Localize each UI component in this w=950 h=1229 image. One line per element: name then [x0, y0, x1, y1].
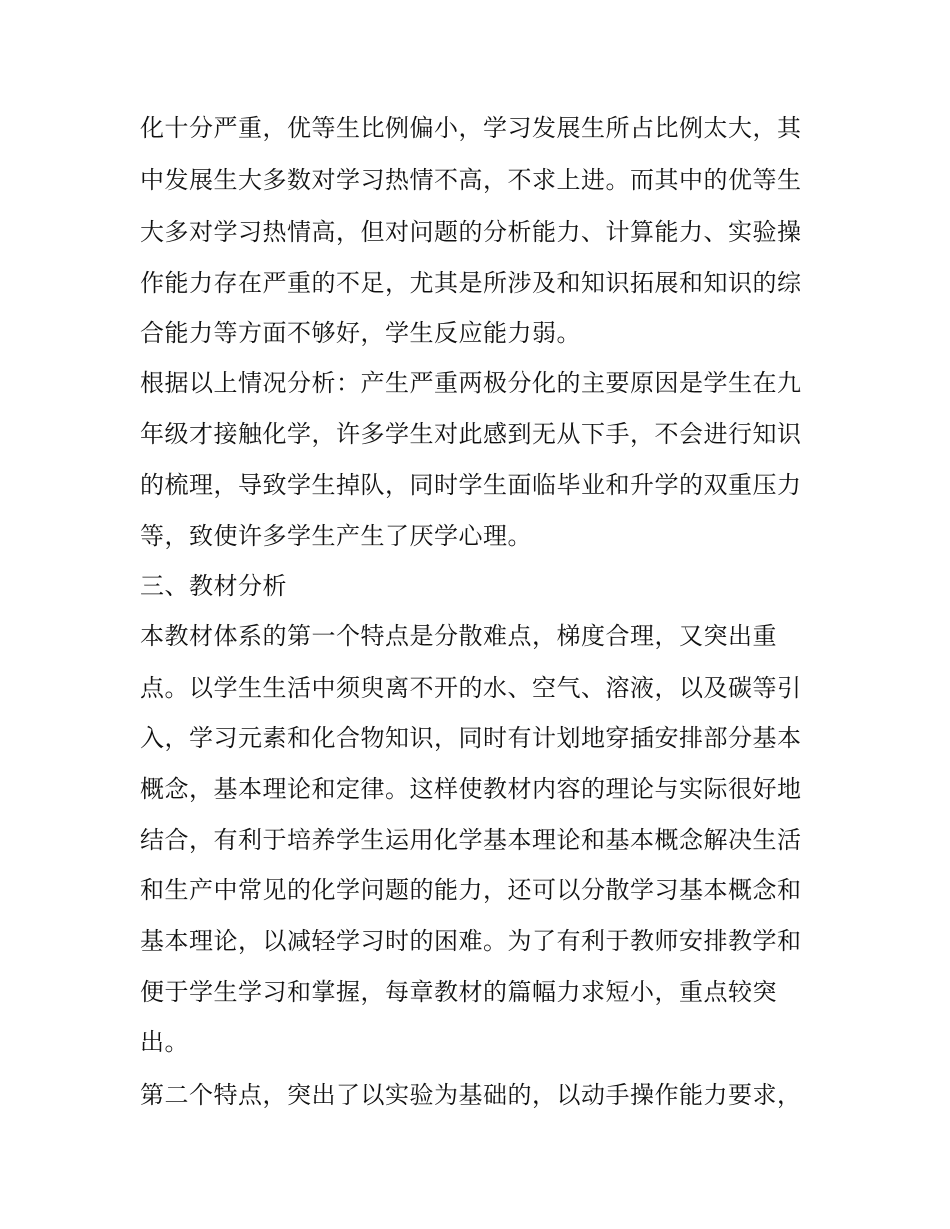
section-heading: 三、教材分析 — [140, 572, 287, 600]
text-line: 根据以上情况分析：产生严重两极分化的主要原因是学生在九 — [140, 369, 802, 397]
text-line: 基本理论，以减轻学习时的困难。为了有利于教师安排教学和 — [140, 927, 802, 955]
text-line: 的梳理，导致学生掉队，同时学生面临毕业和升学的双重压力 — [140, 471, 802, 499]
text-line: 和生产中常见的化学问题的能力，还可以分散学习基本概念和 — [140, 876, 802, 904]
text-line: 点。以学生生活中须臾离不开的水、空气、溶液，以及碳等引 — [140, 674, 802, 702]
text-line: 大多对学习热情高，但对问题的分析能力、计算能力、实验操 — [140, 218, 802, 246]
text-line: 合能力等方面不够好，学生反应能力弱。 — [140, 319, 581, 347]
text-line: 入，学习元素和化合物知识，同时有计划地穿插安排部分基本 — [140, 724, 802, 752]
text-line: 出。 — [140, 1028, 189, 1056]
text-line: 概念，基本理论和定律。这样使教材内容的理论与实际很好地 — [140, 775, 802, 803]
text-line: 等，致使许多学生产生了厌学心理。 — [140, 522, 532, 550]
text-line: 本教材体系的第一个特点是分散难点，梯度合理，又突出重 — [140, 622, 777, 650]
text-line: 作能力存在严重的不足，尤其是所涉及和知识拓展和知识的综 — [140, 269, 802, 297]
text-line: 年级才接触化学，许多学生对此感到无从下手，不会进行知识 — [140, 420, 802, 448]
text-line: 第二个特点，突出了以实验为基础的，以动手操作能力要求， — [140, 1081, 802, 1109]
text-line: 中发展生大多数对学习热情不高，不求上进。而其中的优等生 — [140, 166, 802, 194]
text-line: 化十分严重，优等生比例偏小，学习发展生所占比例太大，其 — [140, 114, 802, 142]
text-line: 结合，有利于培养学生运用化学基本理论和基本概念解决生活 — [140, 826, 802, 854]
text-line: 便于学生学习和掌握，每章教材的篇幅力求短小，重点较突 — [140, 978, 777, 1006]
